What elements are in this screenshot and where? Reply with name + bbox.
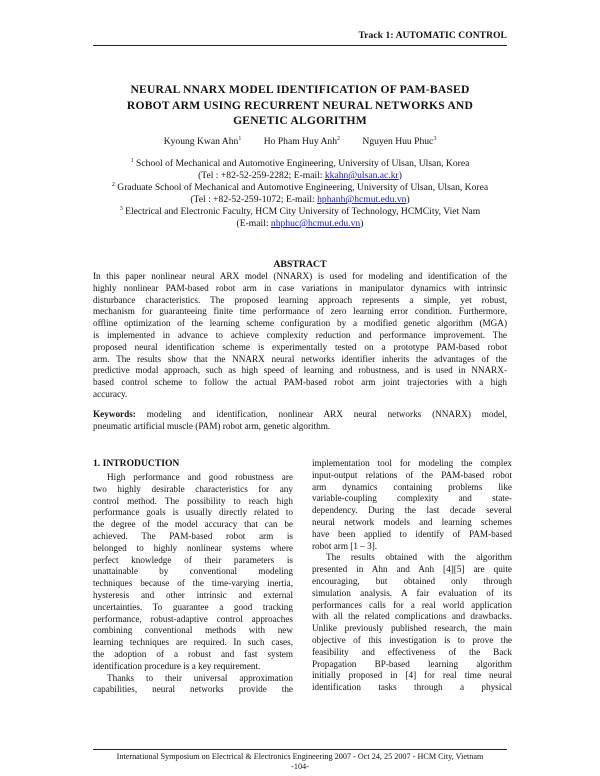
email-link[interactable]: hphanh@hcmut.edu.vn [317, 194, 407, 205]
paper-title [93, 82, 507, 129]
body-line: belonged to highly nonlinear systems where [93, 542, 293, 553]
body-line: learning techniques are required. In such cases, [93, 637, 293, 648]
intro-left-column [93, 472, 293, 696]
title-line: NEURAL NNARX MODEL IDENTIFICATION OF PAM-BASED [130, 83, 470, 96]
body-line: variable-coupling complexity and state- [312, 493, 512, 504]
body-line: neural network models and learning schemes [312, 516, 512, 527]
header-rule [93, 45, 507, 46]
email-link[interactable]: nhphuc@hcmut.edu.vn [270, 218, 361, 229]
body-line: control method. The possibility to reach high [93, 495, 293, 506]
body-line: The results obtained with the algorithm [326, 552, 512, 563]
body-line: techniques because of the time-varying inertia, [93, 578, 293, 589]
author-list [93, 136, 507, 147]
author: Ho Pham Huy Anh$^2$ [263, 136, 341, 147]
affiliation: $^1$ School of Mechanical and Automotive Engineering, University of Ulsan, Ulsan, Korea (Tel : +82-52-259-2282; E-mail: kkahn@ulsan.ac.kr) [130, 158, 470, 181]
conference-footer: International Symposium on Electrical & Electronics Engineering 2007 - Oct 24, 25 2007 - HCM City, Vietnam [116, 752, 484, 761]
abstract-body [93, 271, 507, 401]
body-line: input-output relations of the PAM-based robot [312, 469, 512, 480]
body-line: objective of this investigation is to prove the [312, 634, 512, 645]
body-line: High performance and good robustness are [107, 472, 293, 482]
body-line: two highly desirable characteristics for any [93, 483, 293, 494]
body-line: arm dynamics containing problems like [312, 481, 512, 492]
body-line: identification procedure is a key requirement. [93, 660, 261, 671]
body-line: simulation analysis. A fair evaluation of its [312, 587, 512, 598]
keywords-text: pneumatic artificial muscle (PAM) robot arm, genetic algorithm. [93, 420, 331, 431]
body-line: achieved. The PAM-based robot arm is [93, 530, 293, 541]
abstract-line: arm. The results show that the NNARX neural networks identifier inherits the advantages of the [93, 353, 507, 364]
body-line: with all the related complications and drawbacks. [312, 611, 512, 622]
body-line: initially proposed in [4] for real time neural [312, 670, 512, 681]
body-line: implementation tool for modeling the complex [312, 458, 512, 468]
body-line: feasibility and effectiveness of the Back [312, 646, 512, 657]
page-number: -104- [291, 762, 309, 771]
body-line: hysteresis and other intrinsic and external [93, 589, 293, 600]
author: Kyoung Kwan Ahn$^1$ [163, 136, 242, 147]
abstract-line: is implemented in advance to achieve complexity reduction and performance improvement. The [93, 329, 507, 340]
body-line: presented in Ahn and Anh [4][5] are quite [312, 564, 512, 575]
email-link[interactable]: kkahn@ulsan.ac.kr [324, 170, 399, 181]
abstract-line: offline optimization of the learning scheme configuration by a modified genetic algorithm (MGA) [93, 318, 507, 329]
author: Nguyen Huu Phuc$^3$ [362, 136, 437, 147]
body-line: unattainable by conventional modeling [93, 566, 293, 577]
affiliation: $^2$ Graduate School of Mechanical and Automotive Engineering, University of Ulsan, Ulsan, Korea (Tel : +82-52-259-1072; E-mail: hphanh@hcmut.edu.vn) [111, 182, 489, 205]
keywords-label: Keywords: [93, 409, 136, 419]
body-line: robot arm [1 – 3]. [312, 540, 378, 551]
body-line: combining conventional methods with new [93, 625, 293, 636]
title-line: GENETIC ALGORITHM [233, 114, 367, 128]
body-line: perfect knowledge of their parameters is [93, 554, 293, 565]
abstract-line: accuracy. [93, 388, 128, 399]
body-line: performances calls for a real world application [312, 599, 512, 610]
keywords [93, 409, 507, 433]
abstract-line: mechanism for guaranteeing finite time performance of zero learning error condition. Furthermore, [93, 306, 507, 317]
affiliation: $^3$ Electrical and Electronic Faculty, HCM City University of Technology, HCMCity, Viet Nam (E-mail: nhphuc@hcmut.edu.vn) [119, 206, 481, 229]
title-line: ROBOT ARM USING RECURRENT NEURAL NETWORKS AND [126, 98, 474, 112]
abstract-line: disturbance characteristics. The proposed learning approach represents a simple, yet robust, [93, 294, 507, 305]
abstract-line: based control scheme to follow the actual PAM-based robot arm joint trajectories with a high [93, 377, 507, 388]
body-line: the adoption of a robust and fast system [93, 648, 293, 659]
body-line: have been applied to identify of PAM-based [312, 528, 512, 539]
keywords-text: modeling and identification, nonlinear ARX neural networks (NNARX) model, [146, 409, 507, 419]
abstract-heading: ABSTRACT [273, 259, 327, 270]
footer-rule [93, 749, 507, 750]
body-line: identification tasks through a physical [312, 682, 512, 693]
abstract-line: proposed neural identification scheme is experimentally tested on a prototype PAM-based robot [93, 341, 507, 352]
body-line: performance, robust-adaptive control approaches [93, 613, 293, 624]
body-line: Unlike previously published research, the main [312, 623, 512, 634]
body-line: Thanks to their universal approximation [107, 672, 293, 683]
intro-right-column [312, 458, 512, 694]
body-line: Propagation BP-based learning algorithm [312, 658, 512, 669]
abstract-line: In this paper nonlinear neural ARX model (NNARX) is used for modeling and identification of the [93, 271, 507, 281]
body-line: performance goals is usually directly related to [93, 507, 293, 518]
body-line: the degree of the model accuracy that can be [93, 519, 293, 530]
section-heading: 1. INTRODUCTION [93, 458, 180, 469]
body-line: dependency. During the last decade several [312, 505, 512, 516]
body-line: capabilities, neural networks provide the [93, 684, 293, 695]
abstract-line: predictive modal approach, such as high speed of learning and robustness, and is used in NNARX- [93, 365, 507, 376]
abstract-line: highly nonlinear PAM-based robot arm in case variations in manipulator dynamics with intrinsic [93, 282, 507, 293]
track-header: Track 1: AUTOMATIC CONTROL [358, 31, 507, 41]
body-line: uncertainties. To guarantee a good tracking [93, 601, 293, 612]
body-line: encouraging, but obtained only through [312, 575, 512, 586]
